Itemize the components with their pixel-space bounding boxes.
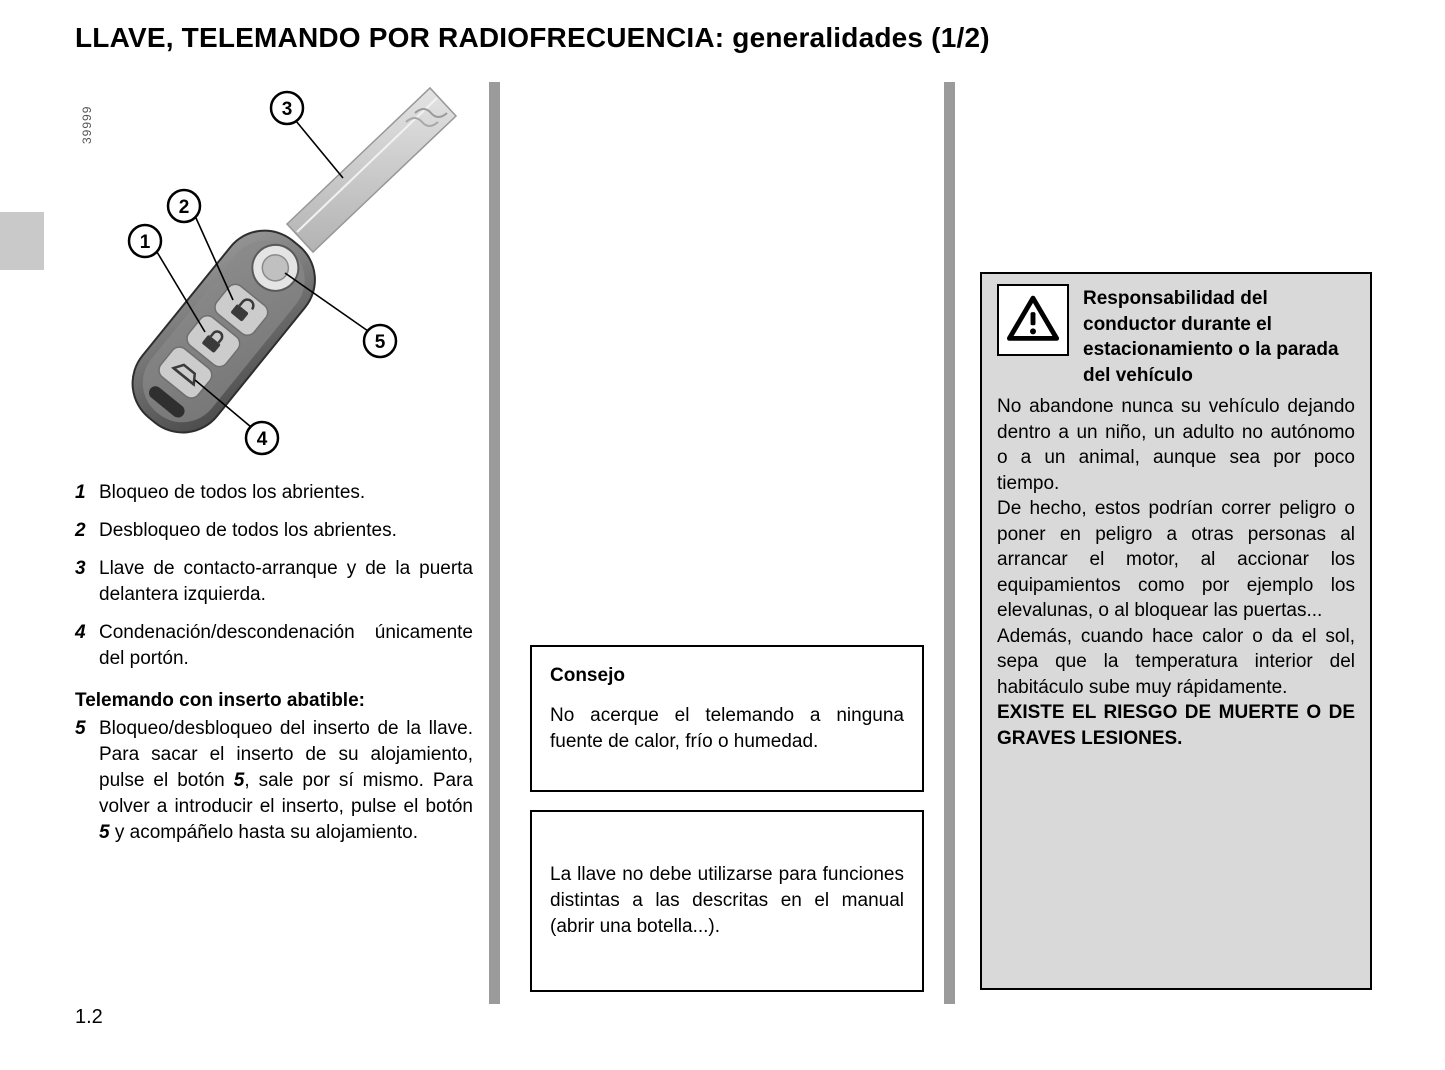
legend-item-number: 2 (75, 520, 86, 541)
note-box (530, 810, 924, 992)
legend-item-number: 1 (75, 482, 86, 503)
inline-button-ref: 5 (99, 822, 110, 843)
svg-text:1: 1 (139, 232, 151, 253)
legend-item-number: 5 (75, 718, 86, 739)
legend-item-number: 3 (75, 558, 86, 579)
legend-item-4 (75, 620, 473, 672)
svg-text:4: 4 (256, 429, 268, 450)
legend-item-text: Llave de contacto-arranque y de la puerta delantera izquierda. (99, 558, 473, 605)
legend (75, 480, 473, 858)
warning-header (997, 284, 1355, 388)
legend-item-5 (75, 716, 473, 846)
column-separator-right (944, 82, 955, 1004)
leader-line-3 (296, 121, 343, 178)
legend-item-text: Bloqueo de todos los abrientes. (99, 482, 366, 503)
callout-3 (271, 92, 303, 124)
chapter-tab-marker (0, 212, 44, 270)
page-title: LLAVE, TELEMANDO POR RADIOFRECUENCIA: generalidades (1/2) (75, 22, 990, 53)
legend-item-text: Desbloqueo de todos los abrientes. (99, 520, 397, 541)
warning-paragraph: No abandone nunca su vehículo dejando dentro a un niño, un adulto no autónomo o a un animal, aunque sea por poco tiempo. (997, 396, 1355, 494)
warning-paragraph: Además, cuando hace calor o da el sol, sepa que la temperatura interior del habitáculo sube muy rápidamente. (997, 625, 1355, 698)
legend-subheading: Telemando con inserto abatible: (75, 690, 365, 711)
key-blade (287, 88, 456, 252)
svg-text:2: 2 (178, 197, 190, 218)
svg-text:3: 3 (281, 99, 293, 120)
callout-1 (129, 225, 161, 257)
tip-heading: Consejo (550, 665, 625, 686)
tip-box (530, 645, 924, 792)
legend-item-1 (75, 480, 473, 506)
warning-emphasis: EXISTE EL RIESGO DE MUERTE O DE GRAVES LESIONES. (997, 702, 1355, 749)
warning-triangle-icon (1005, 292, 1061, 348)
legend-item-2 (75, 518, 473, 544)
legend-item-text: Bloqueo/desbloqueo del inserto de la llave. Para sacar el inserto de su alojamiento, pulse el botón 5, sale por sí mismo. Para volver a introducir el inserto, pulse el botón 5 y acompáñelo hasta su alojamiento. (99, 718, 473, 843)
column-separator-left (489, 82, 500, 1004)
legend-item-number: 4 (75, 622, 86, 643)
page-number: 1.2 (75, 1006, 103, 1028)
callout-5 (364, 325, 396, 357)
note-text: La llave no debe utilizarse para funciones distintas a las descritas en el manual (abrir una botella...). (550, 864, 904, 937)
callout-4 (246, 422, 278, 454)
inline-button-ref: 5 (233, 770, 245, 791)
legend-item-text: Condenación/descondenación únicamente del portón. (99, 622, 473, 669)
key-figure (75, 80, 475, 474)
callout-2 (168, 190, 200, 222)
figure-image-id: 39999 (80, 105, 94, 144)
warning-title: Responsabilidad del conductor durante el estacionamiento o la parada del vehículo (1083, 288, 1339, 386)
warning-paragraph: De hecho, estos podrían correr peligro o poner en peligro a otras personas al arrancar el motor, al accionar los equipamientos como por ejemplo los elevalunas, o al bloquear las puertas... (997, 498, 1355, 621)
tip-text: No acerque el telemando a ninguna fuente de calor, frío o humedad. (550, 705, 904, 752)
legend-item-3 (75, 556, 473, 608)
warning-icon-box (997, 284, 1069, 356)
svg-text:5: 5 (374, 332, 386, 353)
warning-panel (980, 272, 1372, 990)
key-illustration (75, 80, 475, 474)
